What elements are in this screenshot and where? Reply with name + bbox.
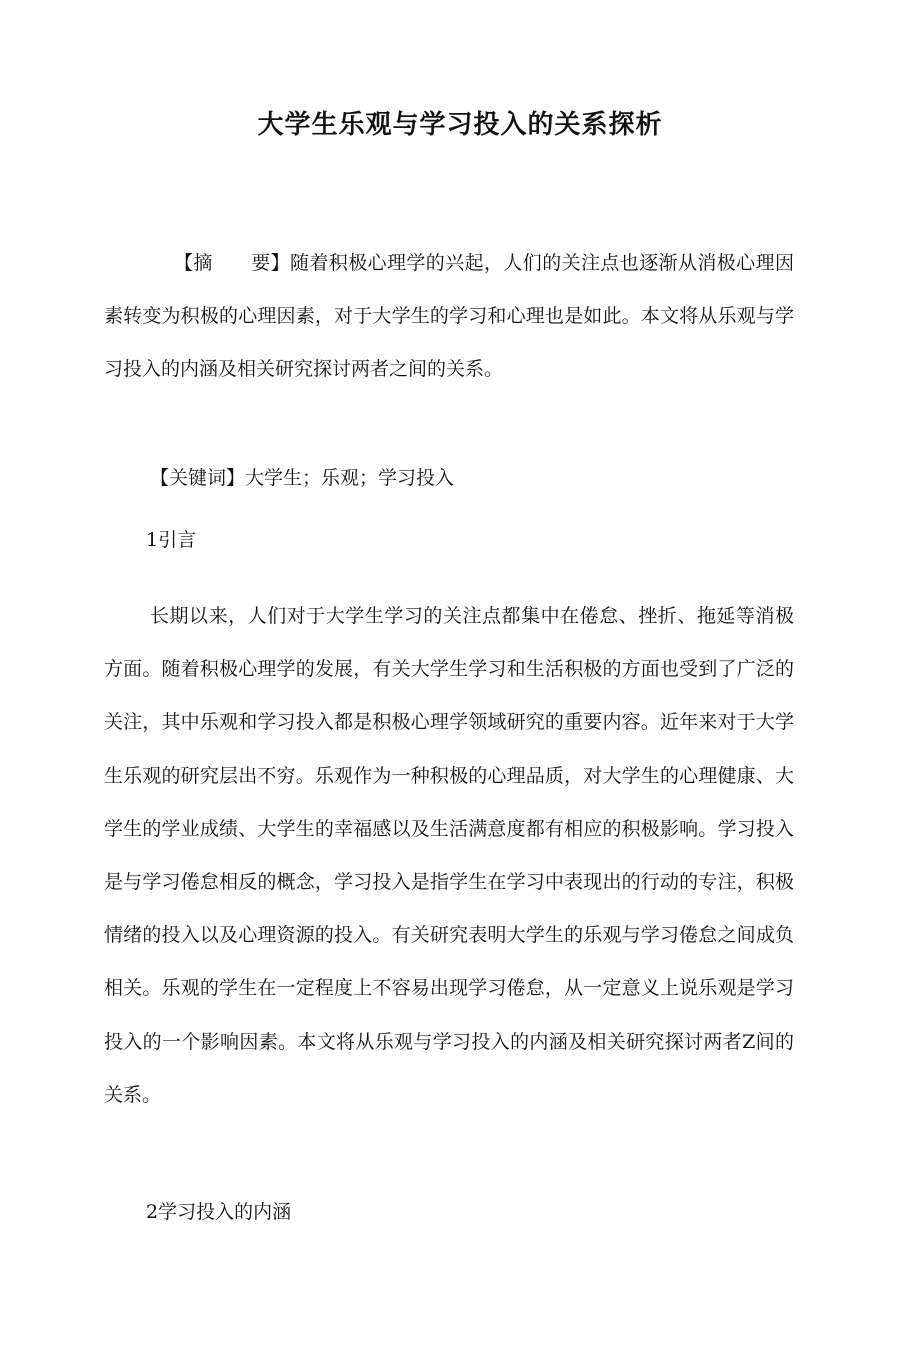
introduction-body: 长期以来，人们对于大学生学习的关注点都集中在倦怠、挫折、拖延等消极方面。随着积极心理学的发展，有关大学生学习和生活积极的方面也受到了广泛的关注，其中乐观和学习投入都是积极心理学领域研究的重要内容。近年来对于大学生乐观的研究层出不穷。乐观作为一种积极的心理品质，对大学生的心理健康、大学生的学业成绩、大学生的幸福感以及生活满意度都有相应的积极影响。学习投入是与学习倦怠相反的概念，学习投入是指学生在学习中表现出的行动的专注，积极情绪的投入以及心理资源的投入。有关研究表明大学生的乐观与学习倦怠之间成负相关。乐观的学生在一定程度上不容易出现学习倦怠，从一定意义上说乐观是学习投入的一个影响因素。本文将从乐观与学习投入的内涵及相关研究探讨两者Z间的关系。 [104, 605, 794, 1106]
abstract-paragraph [104, 237, 794, 397]
keywords-text: 大学生；乐观；学习投入 [245, 467, 455, 489]
abstract-label-close: 要】 [250, 252, 291, 274]
keywords-line [150, 452, 800, 505]
abstract-text: 随着积极心理学的兴起，人们的关注点也逐渐从消极心理因素转变为积极的心理因素，对于大学生的学习和心理也是如此。本文将从乐观与学习投入的内涵及相关研究探讨两者之间的关系。 [104, 252, 794, 381]
page-title: 大学生乐观与学习投入的关系探析 [257, 110, 663, 141]
keywords-label: 【关键词】 [150, 467, 246, 489]
section-heading-introduction: 1引言 [146, 529, 197, 551]
section-heading-learning-engagement: 2学习投入的内涵 [146, 1201, 292, 1223]
abstract-label-open: 【摘 [174, 252, 213, 274]
